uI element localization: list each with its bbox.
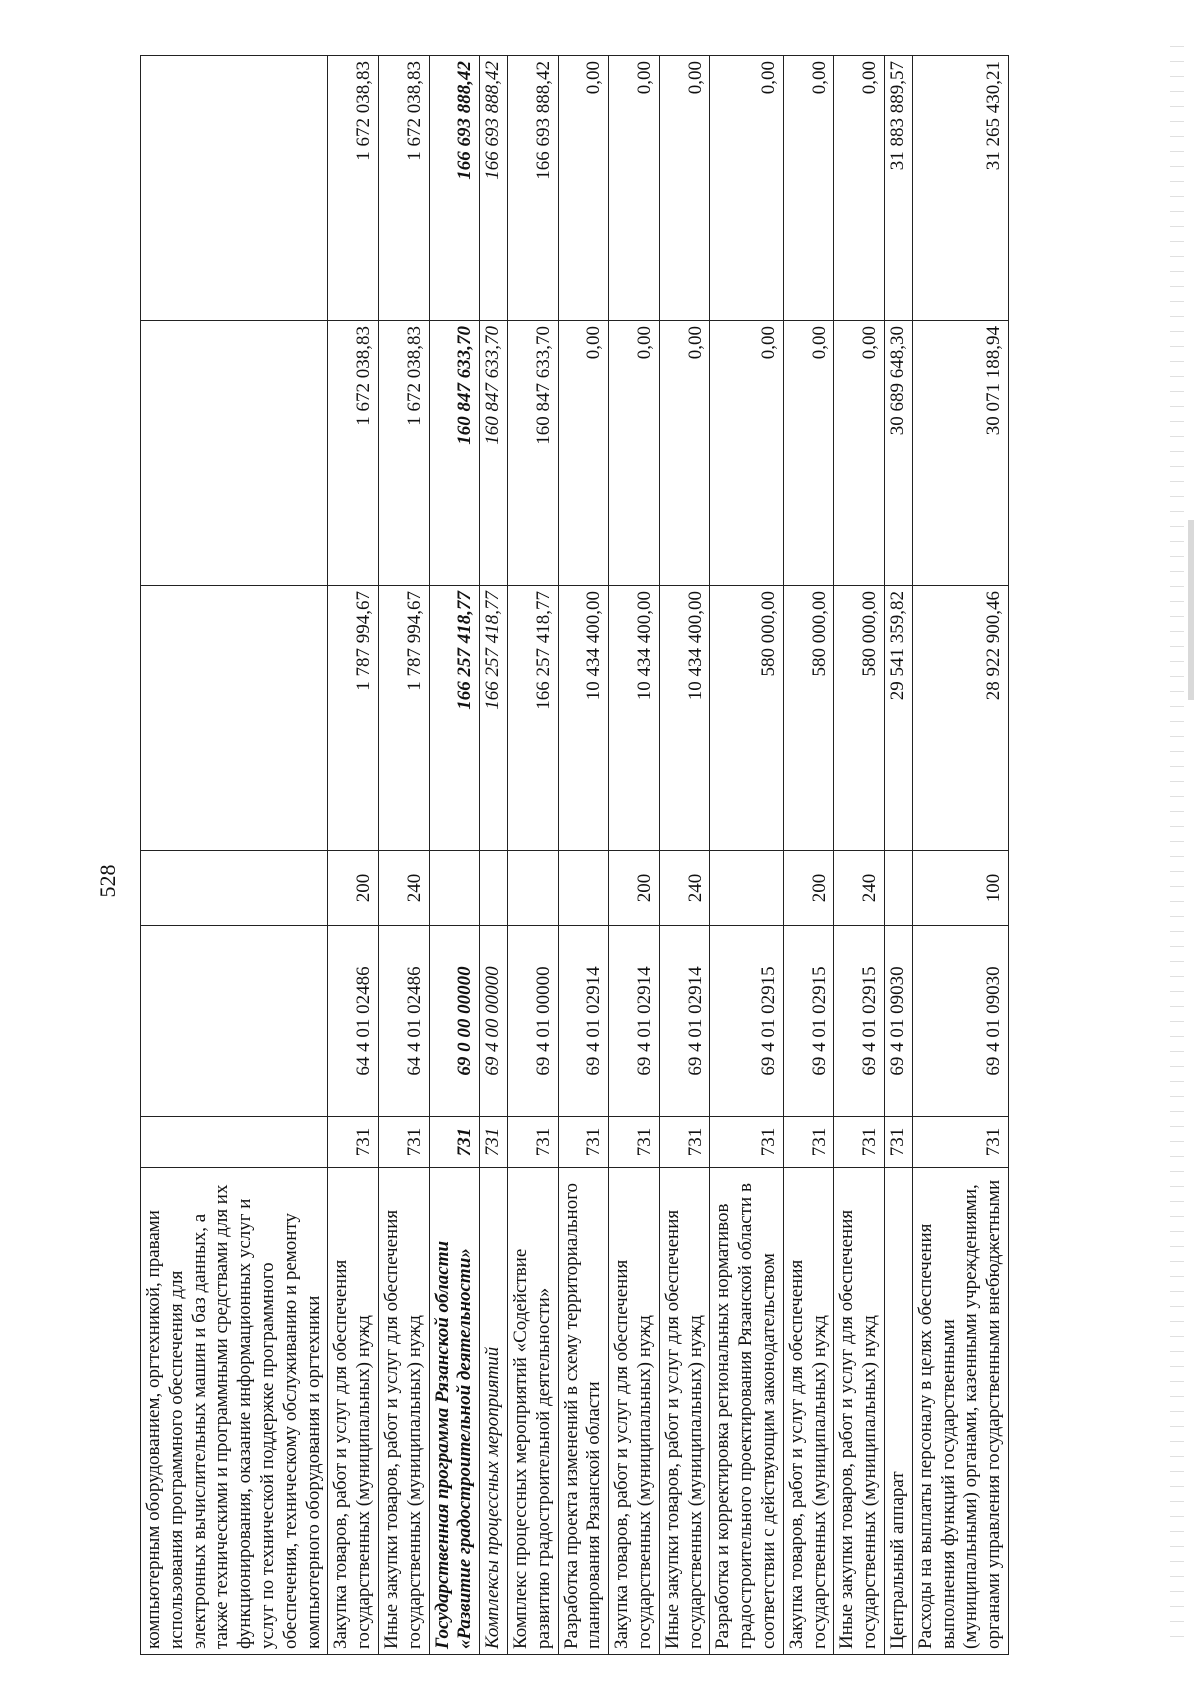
row-amount-year3: 0,00 (783, 56, 834, 321)
table-row (609, 56, 660, 1655)
table-row (480, 56, 508, 1655)
row-expense-type: 240 (834, 851, 885, 926)
row-expense-type (507, 851, 558, 926)
row-amount-year1: 29 541 359,82 (884, 586, 912, 851)
row-amount-year2: 0,00 (783, 321, 834, 586)
row-description: Центральный аппарат (884, 1168, 912, 1655)
row-description: Иные закупки товаров, работ и услуг для обеспечения государственных (муниципальных) нужд (834, 1168, 885, 1655)
row-admin-code: 731 (783, 1117, 834, 1168)
row-target-article: 69 4 00 00000 (480, 926, 508, 1117)
row-expense-type (480, 851, 508, 926)
row-amount-year2 (141, 321, 328, 586)
row-amount-year3: 0,00 (609, 56, 660, 321)
row-description: Иные закупки товаров, работ и услуг для обеспечения государственных (муниципальных) нужд (659, 1168, 710, 1655)
row-amount-year3: 1 672 038,83 (378, 56, 429, 321)
row-admin-code: 731 (834, 1117, 885, 1168)
table-row (834, 56, 885, 1655)
row-amount-year3: 0,00 (834, 56, 885, 321)
row-amount-year2: 30 071 188,94 (912, 321, 1008, 586)
table-row (783, 56, 834, 1655)
budget-table (140, 55, 1009, 1655)
table-row (141, 56, 328, 1655)
row-amount-year1: 10 434 400,00 (609, 586, 660, 851)
row-amount-year3: 0,00 (558, 56, 609, 321)
row-target-article: 69 4 01 09030 (884, 926, 912, 1117)
row-description: Комплекс процессных мероприятий «Содействие развитию градостроительной деятельности» (507, 1168, 558, 1655)
row-amount-year2: 1 672 038,83 (328, 321, 379, 586)
row-target-article (141, 926, 328, 1117)
table-row (884, 56, 912, 1655)
row-amount-year1: 580 000,00 (783, 586, 834, 851)
row-admin-code (141, 1117, 328, 1168)
table-row (659, 56, 710, 1655)
row-description: Закупка товаров, работ и услуг для обеспечения государственных (муниципальных) нужд (328, 1168, 379, 1655)
table-row (710, 56, 783, 1655)
budget-table-body (141, 56, 1009, 1655)
table-row (429, 56, 480, 1655)
row-target-article: 69 4 01 02914 (558, 926, 609, 1117)
row-description: Разработка и корректировка региональных нормативов градостроительного проектирования Рязанской области в соответствии с действующим законодательством (710, 1168, 783, 1655)
row-description: Государственная программа Рязанской области «Развитие градостроительной деятельности» (429, 1168, 480, 1655)
row-target-article: 69 4 01 02914 (659, 926, 710, 1117)
table-row (378, 56, 429, 1655)
table-row (507, 56, 558, 1655)
row-amount-year1 (141, 586, 328, 851)
row-admin-code: 731 (328, 1117, 379, 1168)
row-description: Закупка товаров, работ и услуг для обеспечения государственных (муниципальных) нужд (609, 1168, 660, 1655)
row-expense-type (141, 851, 328, 926)
row-description: Разработка проекта изменений в схему территориального планирования Рязанской области (558, 1168, 609, 1655)
row-admin-code: 731 (558, 1117, 609, 1168)
row-amount-year1: 1 787 994,67 (328, 586, 379, 851)
row-amount-year2: 160 847 633,70 (480, 321, 508, 586)
row-expense-type (884, 851, 912, 926)
row-description: Иные закупки товаров, работ и услуг для обеспечения государственных (муниципальных) нужд (378, 1168, 429, 1655)
row-amount-year2: 0,00 (659, 321, 710, 586)
rotated-sheet (140, 55, 1140, 1655)
row-amount-year2: 160 847 633,70 (429, 321, 480, 586)
row-amount-year1: 10 434 400,00 (659, 586, 710, 851)
row-admin-code: 731 (378, 1117, 429, 1168)
row-amount-year2: 0,00 (558, 321, 609, 586)
row-amount-year3: 1 672 038,83 (328, 56, 379, 321)
row-amount-year2: 160 847 633,70 (507, 321, 558, 586)
row-expense-type: 200 (783, 851, 834, 926)
row-amount-year2: 0,00 (834, 321, 885, 586)
row-expense-type (429, 851, 480, 926)
row-amount-year1: 166 257 418,77 (480, 586, 508, 851)
row-admin-code: 731 (659, 1117, 710, 1168)
row-admin-code: 731 (429, 1117, 480, 1168)
row-description: Комплексы процессных мероприятий (480, 1168, 508, 1655)
row-expense-type (710, 851, 783, 926)
row-admin-code: 731 (710, 1117, 783, 1168)
row-target-article: 64 4 01 02486 (378, 926, 429, 1117)
row-admin-code: 731 (912, 1117, 1008, 1168)
row-target-article: 69 4 01 02914 (609, 926, 660, 1117)
row-amount-year3: 0,00 (710, 56, 783, 321)
row-target-article: 69 4 01 02915 (834, 926, 885, 1117)
row-admin-code: 731 (480, 1117, 508, 1168)
row-amount-year2: 30 689 648,30 (884, 321, 912, 586)
row-amount-year3: 0,00 (659, 56, 710, 321)
row-amount-year3: 31 265 430,21 (912, 56, 1008, 321)
row-amount-year3: 31 883 889,57 (884, 56, 912, 321)
row-amount-year2: 1 672 038,83 (378, 321, 429, 586)
row-amount-year1: 166 257 418,77 (429, 586, 480, 851)
row-amount-year1: 580 000,00 (834, 586, 885, 851)
row-admin-code: 731 (507, 1117, 558, 1168)
row-amount-year1: 1 787 994,67 (378, 586, 429, 851)
scan-edge-artifact (1170, 40, 1184, 1640)
row-amount-year1: 580 000,00 (710, 586, 783, 851)
row-amount-year1: 166 257 418,77 (507, 586, 558, 851)
row-amount-year2: 0,00 (710, 321, 783, 586)
row-expense-type: 200 (609, 851, 660, 926)
scan-edge-artifact-2 (1188, 520, 1194, 700)
row-expense-type: 200 (328, 851, 379, 926)
row-description: Расходы на выплаты персоналу в целях обеспечения выполнения функций государственными (муниципальными) органами, казенными учреждениями, органами управления государственными внебюджетными (912, 1168, 1008, 1655)
table-row (912, 56, 1008, 1655)
row-amount-year3 (141, 56, 328, 321)
row-expense-type: 100 (912, 851, 1008, 926)
row-amount-year3: 166 693 888,42 (507, 56, 558, 321)
row-target-article: 69 0 00 00000 (429, 926, 480, 1117)
row-expense-type (558, 851, 609, 926)
row-expense-type: 240 (378, 851, 429, 926)
row-amount-year1: 10 434 400,00 (558, 586, 609, 851)
row-amount-year1: 28 922 900,46 (912, 586, 1008, 851)
row-expense-type: 240 (659, 851, 710, 926)
row-target-article: 64 4 01 02486 (328, 926, 379, 1117)
rotated-content (140, 55, 1140, 1655)
row-admin-code: 731 (884, 1117, 912, 1168)
table-row (328, 56, 379, 1655)
page-number: 528 (95, 864, 120, 898)
row-amount-year3: 166 693 888,42 (429, 56, 480, 321)
row-admin-code: 731 (609, 1117, 660, 1168)
row-target-article: 69 4 01 09030 (912, 926, 1008, 1117)
row-target-article: 69 4 01 02915 (710, 926, 783, 1117)
row-target-article: 69 4 01 02915 (783, 926, 834, 1117)
table-row (558, 56, 609, 1655)
row-description: компьютерным оборудованием, оргтехникой, правами использования программного обеспечения для электронных вычислительных машин и баз данных, а также техническими и программными средствами для их функционирования, оказание информационных услуг и услуг по технической поддержке программного обеспечения, техническому обслуживанию и ремонту компьютерного оборудования и оргтехники (141, 1168, 328, 1655)
row-description: Закупка товаров, работ и услуг для обеспечения государственных (муниципальных) нужд (783, 1168, 834, 1655)
row-amount-year3: 166 693 888,42 (480, 56, 508, 321)
row-amount-year2: 0,00 (609, 321, 660, 586)
row-target-article: 69 4 01 00000 (507, 926, 558, 1117)
